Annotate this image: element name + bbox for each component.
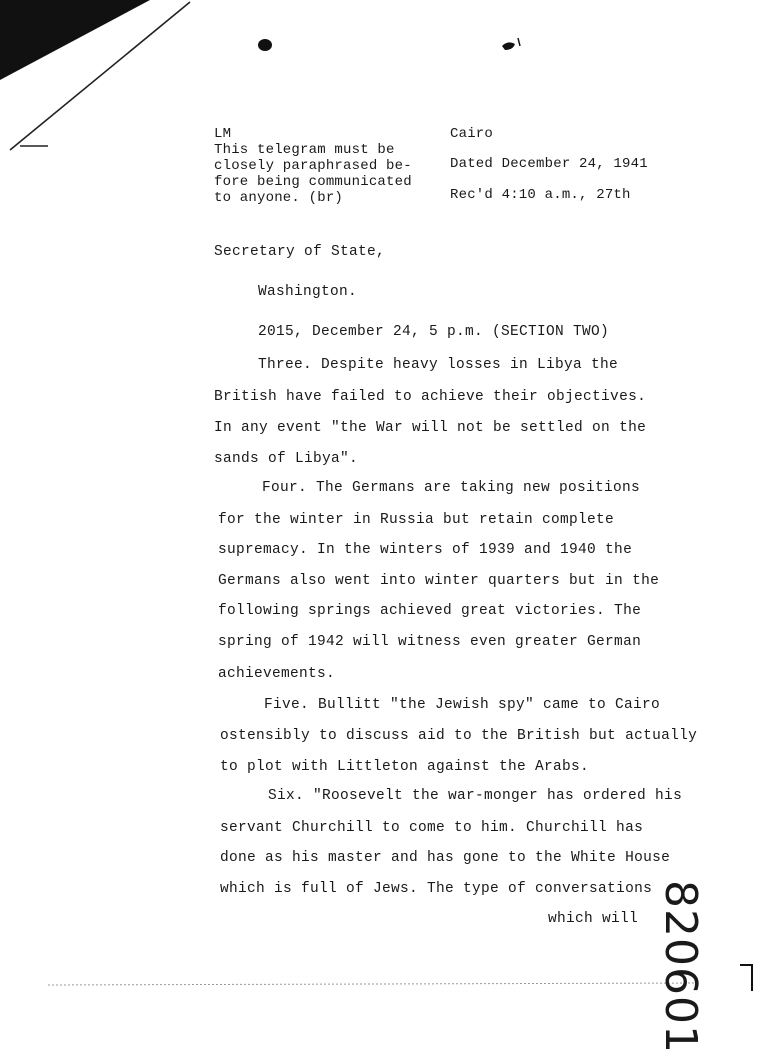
margin-stamp: 820601 <box>655 880 706 1054</box>
body-line: achievements. <box>218 666 336 682</box>
body-line: servant Churchill to come to him. Churchill has <box>220 820 644 836</box>
message-reference: 2015, December 24, 5 p.m. (SECTION TWO) <box>258 324 610 340</box>
body-line: In any event "the War will not be settled on the <box>214 420 647 436</box>
body-line: Germans also went into winter quarters but in the <box>218 573 660 589</box>
body-line: ostensibly to discuss aid to the British but actually <box>220 728 698 744</box>
addressee-city: Washington. <box>258 284 358 300</box>
handling-note-line: to anyone. (br) <box>214 190 344 206</box>
body-line: for the winter in Russia but retain complete <box>218 512 615 528</box>
addressee-title: Secretary of State, <box>214 244 386 260</box>
origin-city: Cairo <box>450 126 494 142</box>
body-line: sands of Libya". <box>214 451 359 467</box>
body-line: done as his master and has gone to the White House <box>220 850 671 866</box>
body-line: Three. Despite heavy losses in Libya the <box>258 357 619 373</box>
body-line: British have failed to achieve their objectives. <box>214 389 647 405</box>
body-line: spring of 1942 will witness even greater German <box>218 634 642 650</box>
date-received: Rec'd 4:10 a.m., 27th <box>450 187 631 203</box>
handling-note-line: closely paraphrased be- <box>214 158 412 174</box>
body-line: to plot with Littleton against the Arabs. <box>220 759 590 775</box>
body-line: following springs achieved great victories. The <box>218 603 642 619</box>
body-line: Six. "Roosevelt the war-monger has ordered his <box>268 788 683 804</box>
body-line: which is full of Jews. The type of conversations <box>220 881 653 897</box>
handling-note-line: This telegram must be <box>214 142 395 158</box>
body-line: supremacy. In the winters of 1939 and 1940 the <box>218 542 633 558</box>
routing-code: LM <box>214 126 232 142</box>
handling-note-line: fore being communicated <box>214 174 412 190</box>
body-line: Four. The Germans are taking new positions <box>262 480 641 496</box>
body-line: Five. Bullitt "the Jewish spy" came to Cairo <box>264 697 661 713</box>
continuation-catchword: which will <box>548 911 639 927</box>
date-sent: Dated December 24, 1941 <box>450 156 648 172</box>
